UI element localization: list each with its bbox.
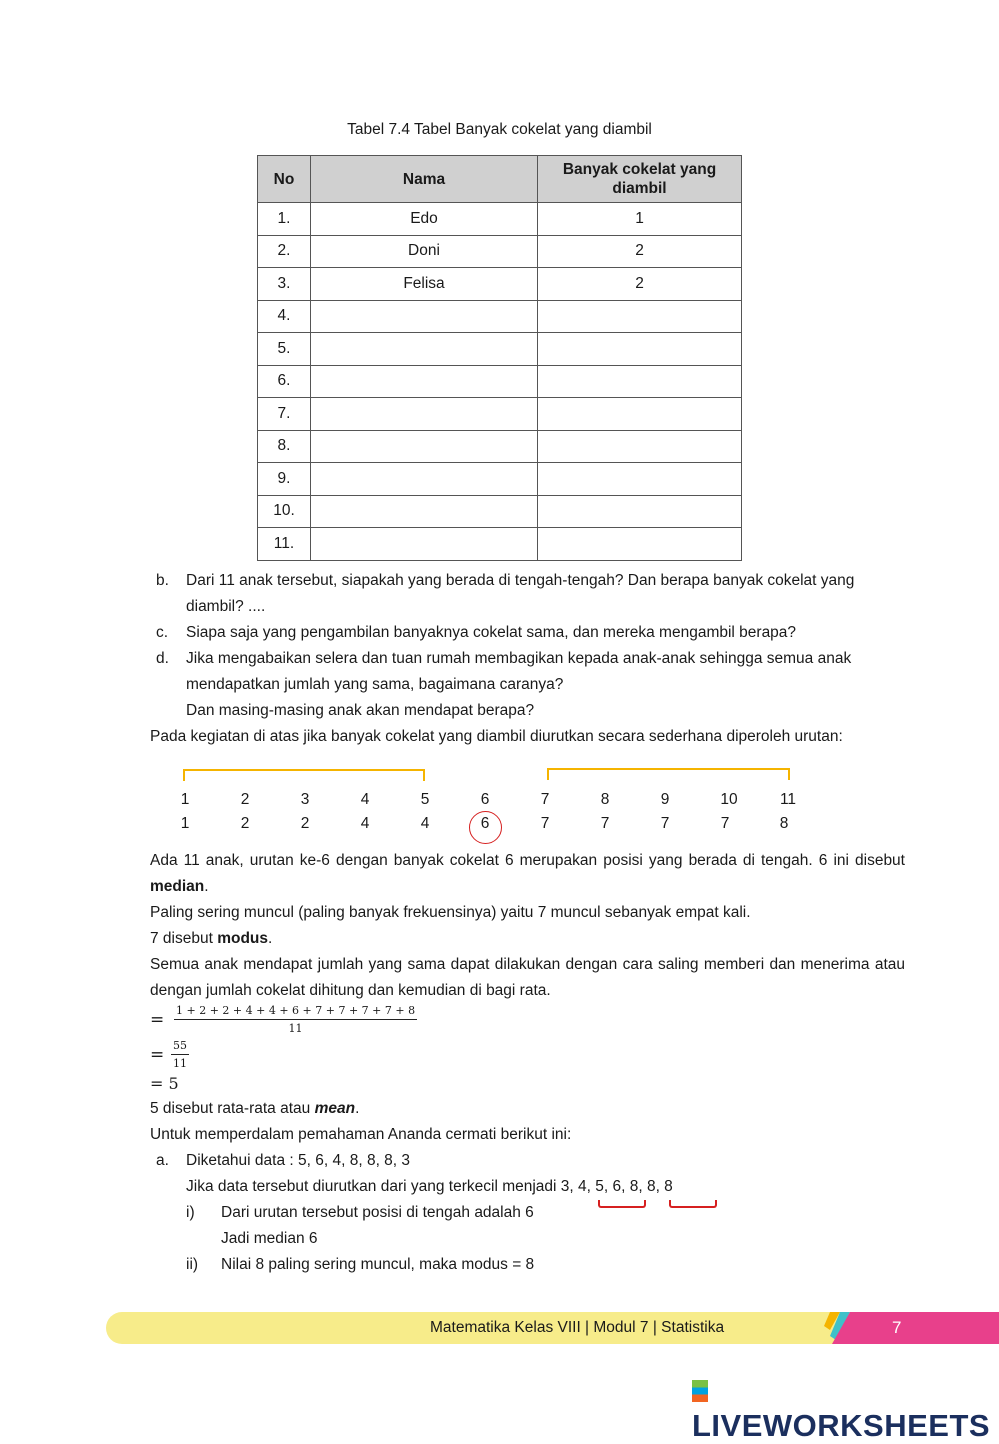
sorted-underline-left [598,1200,646,1208]
result-fraction: $\frac{55}{11}$ [173,1039,187,1070]
count-input-cell[interactable] [538,333,742,366]
modus-line-2: 7 disebut modus. [150,930,273,947]
liveworksheets-logo[interactable]: LIVEWORKSHEETS [692,1372,999,1444]
name-input-cell[interactable] [311,300,538,333]
count-input-cell[interactable] [538,398,742,431]
count-input-cell[interactable] [538,365,742,398]
name-input-cell[interactable] [311,398,538,431]
left-bracket [183,769,425,781]
question-c: c. Siapa saja yang pengambilan banyaknya cokelat sama, dan mereka mengambil berapa? [156,624,797,641]
right-bracket [547,768,790,780]
table-caption: Tabel 7.4 Tabel Banyak cokelat yang diambil [347,121,652,138]
name-input-cell[interactable] [311,528,538,561]
table-row: 6. [258,365,742,398]
sorted-underline-right [669,1200,717,1208]
sum-fraction: $\frac{1 + 2 + 2 + 4 + 4 + 6 + 7 + 7 + 7 + 7 + 8}{11}$ [176,1004,416,1035]
table-row: 8. [258,430,742,463]
footer-title: Matematika Kelas VIII | Modul 7 | Statistika [430,1319,725,1336]
example-i: i) Dari urutan tersebut posisi di tengah adalah 6 Jadi median 6 [186,1204,534,1247]
table-row: 9. [258,463,742,496]
sequence-intro: Pada kegiatan di atas jika banyak cokelat yang diambil diurutkan secara sederhana diperoleh urutan: [150,728,843,745]
table-row: 10. [258,495,742,528]
mean-definition: 5 disebut rata-rata atau mean. [150,1100,360,1117]
page-number-badge [818,1312,999,1344]
logo-icon [692,1380,708,1402]
count-input-cell[interactable] [538,528,742,561]
equals-sign-1: = [150,1010,165,1030]
header-banyak: Banyak cokelat yang diambil [538,156,742,203]
count-input-cell[interactable] [538,430,742,463]
modus-line-1: Paling sering muncul (paling banyak frekuensinya) yaitu 7 muncul sebanyak empat kali. [150,904,751,921]
name-input-cell[interactable] [311,495,538,528]
table-row: 5. [258,333,742,366]
equals-sign-2: = [150,1045,165,1065]
header-no: No [258,156,311,203]
mean-result: = 5 [150,1074,179,1093]
count-input-cell[interactable] [538,463,742,496]
deepen-intro: Untuk memperdalam pemahaman Ananda cermati berikut ini: [150,1126,572,1143]
table-row: 4. [258,300,742,333]
mean-paragraph: Semua anak mendapat jumlah yang sama dapat dilakukan dengan cara saling memberi dan menerima atau dengan jumlah cokelat dihitung dan kemudian di bagi rata. [150,956,905,999]
median-paragraph: Ada 11 anak, urutan ke-6 dengan banyak cokelat 6 merupakan posisi yang berada di tengah. 6 ini disebut median. [150,852,905,895]
question-b: b. Dari 11 anak tersebut, siapakah yang berada di tengah-tengah? Dan berapa banyak cokelat yang diambil? .... [156,572,855,615]
count-input-cell[interactable] [538,495,742,528]
table-row: 1. Edo 1 [258,203,742,236]
page-number: 7 [892,1318,902,1337]
chocolate-table [257,155,742,561]
table-row: 11. [258,528,742,561]
name-input-cell[interactable] [311,463,538,496]
name-input-cell[interactable] [311,365,538,398]
median-circle [469,811,502,844]
header-nama: Nama [311,156,538,203]
table-row: 3. Felisa 2 [258,268,742,301]
example-ii: ii) Nilai 8 paling sering muncul, maka modus = 8 [186,1256,535,1273]
count-input-cell[interactable] [538,300,742,333]
example-a: a. Diketahui data : 5, 6, 4, 8, 8, 8, 3 Jika data tersebut diurutkan dari yang terkecil menjadi 3, 4, 5, 6, 8, 8, 8 [156,1152,673,1195]
name-input-cell[interactable] [311,430,538,463]
name-input-cell[interactable] [311,333,538,366]
table-row: 2. Doni 2 [258,235,742,268]
question-d: d. Jika mengabaikan selera dan tuan rumah membagikan kepada anak-anak sehingga semua anak mendapatkan jumlah yang sama, bagaimana caranya? Dan masing-masing anak akan mendapat berapa? [156,650,852,719]
table-row: 7. [258,398,742,431]
